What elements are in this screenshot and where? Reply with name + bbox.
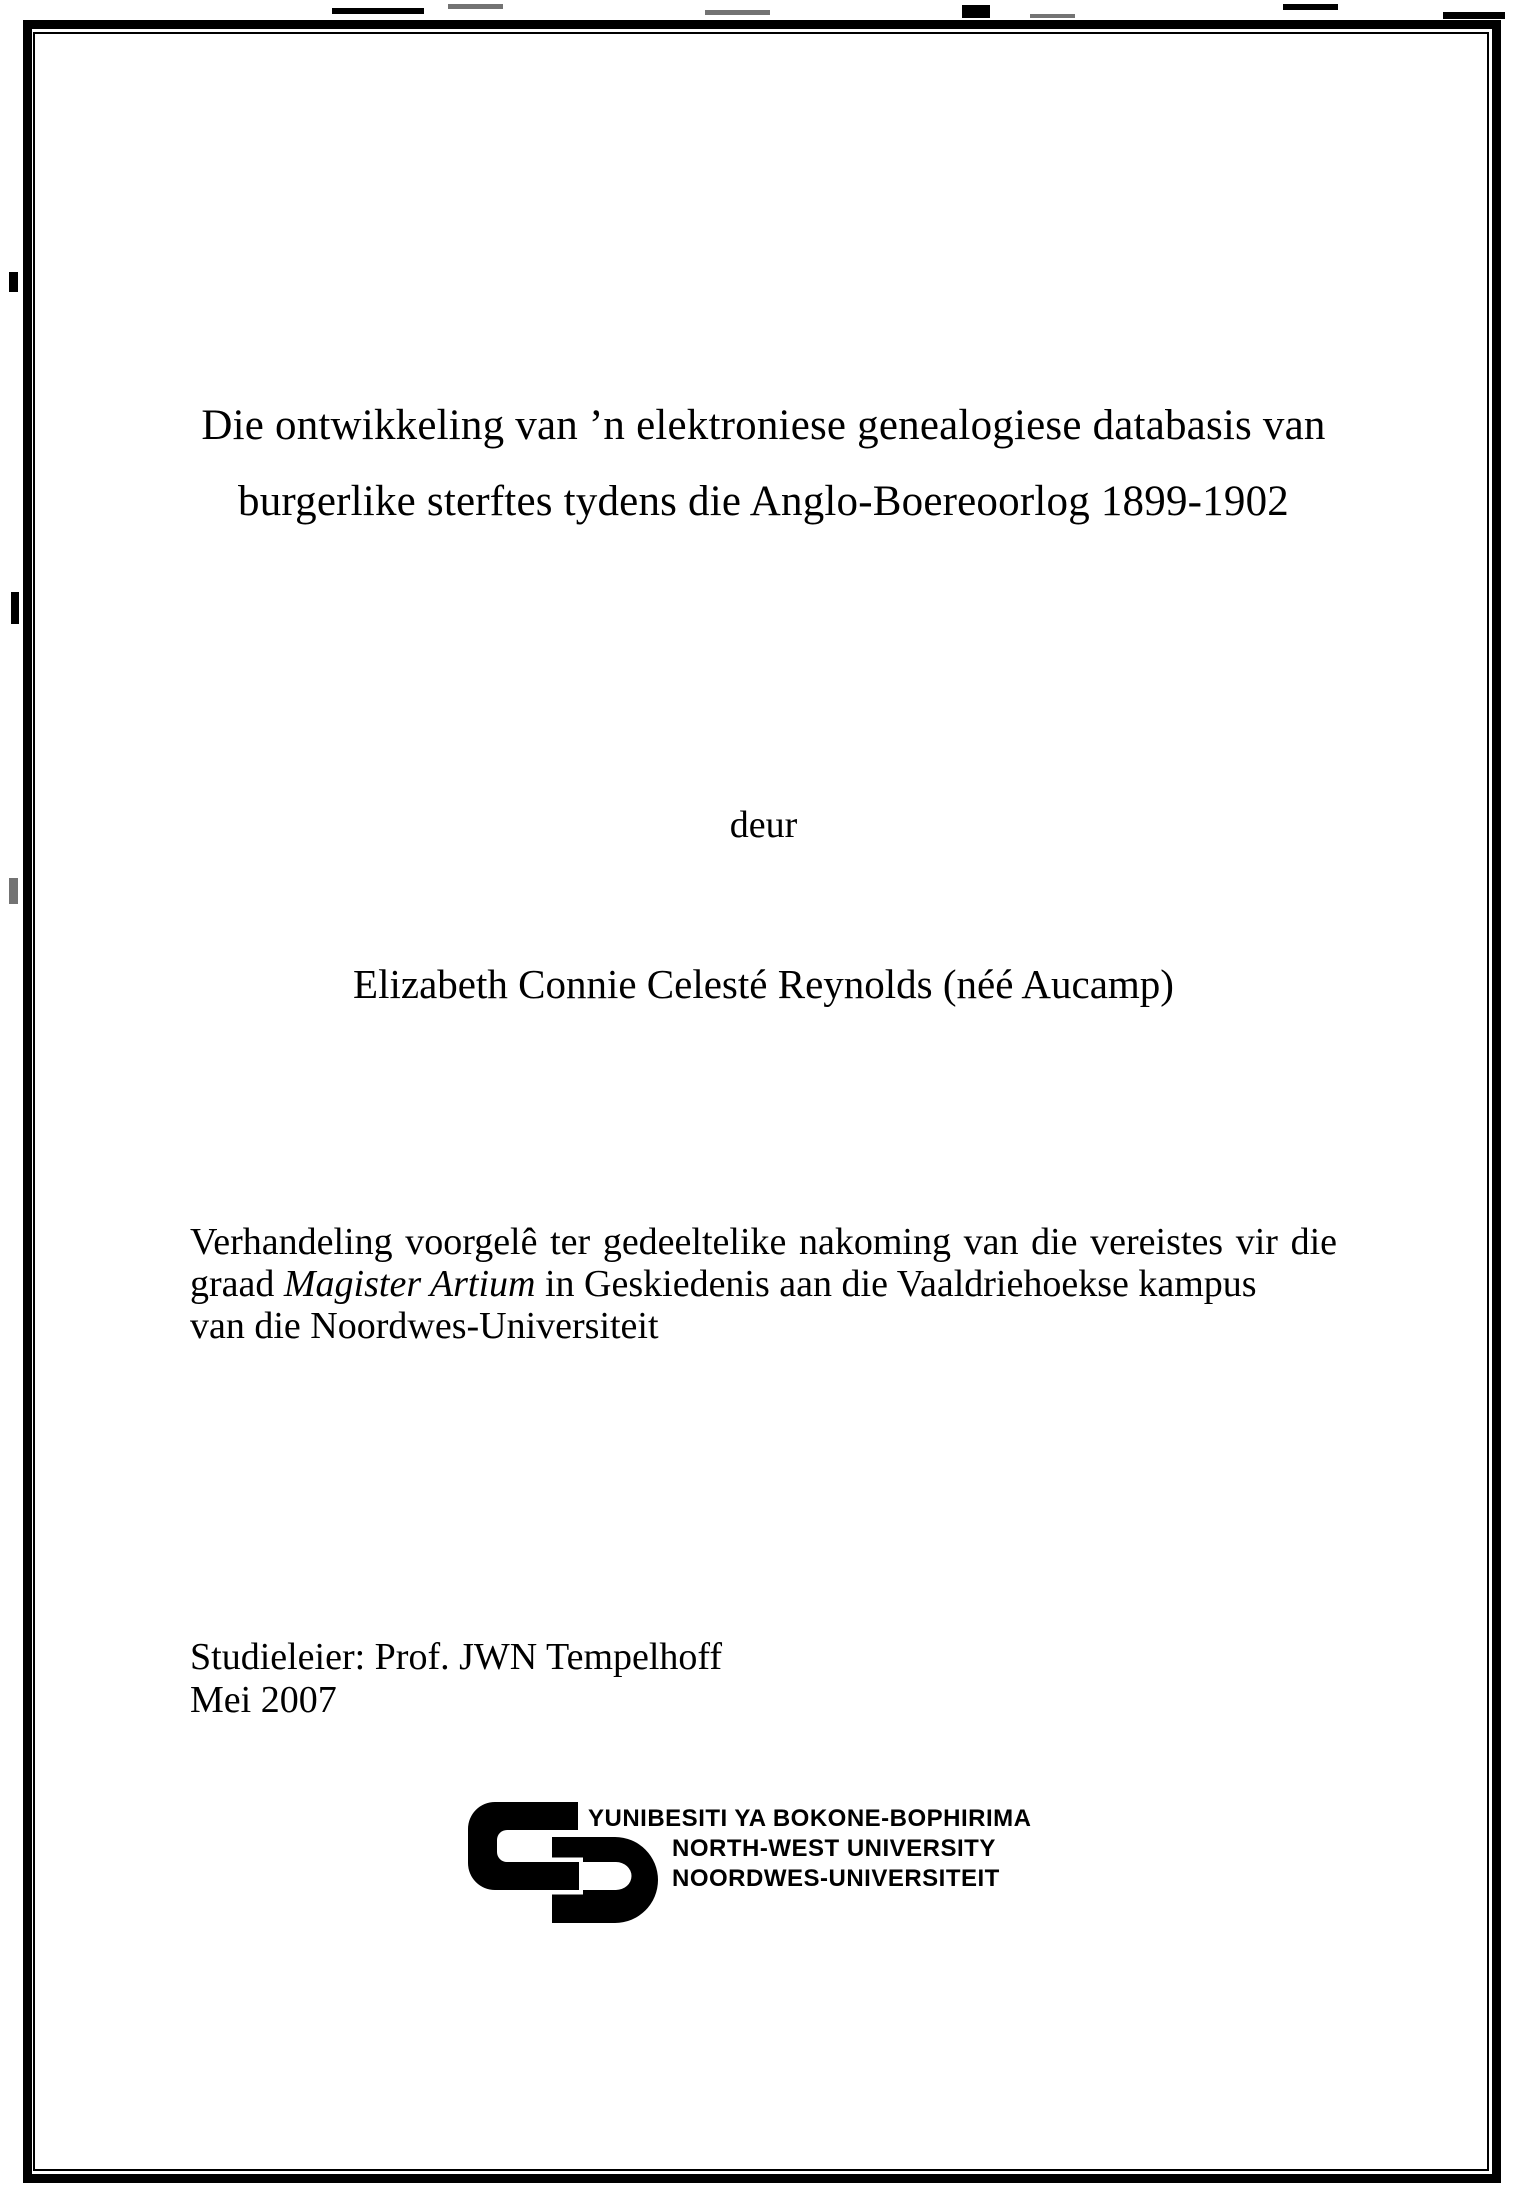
- thesis-title-line1: Die ontwikkeling van ’n elektroniese genealogiese databasis van: [201, 402, 1326, 449]
- thesis-title-line2: burgerlike sterftes tydens die Anglo-Boereoorlog 1899-1902: [238, 478, 1289, 525]
- scan-artifact: [448, 4, 503, 9]
- scan-artifact: [1443, 12, 1505, 19]
- scan-artifact: [332, 8, 424, 14]
- university-name-english: NORTH-WEST UNIVERSITY: [672, 1835, 996, 1862]
- thesis-title: [190, 388, 1337, 540]
- byline: deur: [729, 804, 798, 846]
- degree-statement: [190, 1221, 1337, 1347]
- scan-artifact: [9, 878, 18, 904]
- scan-artifact: [1283, 4, 1338, 10]
- university-name-setswana: YUNIBESITI YA BOKONE-BOPHIRIMA: [588, 1805, 1032, 1832]
- supervisor-line: Studieleier: Prof. JWN Tempelhoff: [190, 1636, 723, 1678]
- scan-artifact: [962, 5, 990, 18]
- scan-artifact: [705, 10, 770, 15]
- author-name: Elizabeth Connie Celesté Reynolds (néé Aucamp): [353, 961, 1174, 1007]
- university-name-afrikaans: NOORDWES-UNIVERSITEIT: [672, 1865, 1000, 1892]
- degree-name: Magister Artium: [283, 1263, 536, 1305]
- scan-artifact: [9, 272, 18, 292]
- university-wordmark: [588, 1804, 1032, 1894]
- scan-artifact: [11, 592, 19, 624]
- degree-statement-line2: [190, 1263, 1337, 1305]
- scan-artifact: [1030, 14, 1075, 18]
- degree-statement-line3: van die Noordwes-Universiteit: [190, 1305, 659, 1347]
- date-line: Mei 2007: [190, 1679, 337, 1721]
- degree-statement-line2-suffix: in Geskiedenis aan die Vaaldriehoekse kampus: [535, 1263, 1257, 1305]
- degree-statement-line2-prefix: graad: [190, 1263, 284, 1305]
- degree-statement-line1: Verhandeling voorgelê ter gedeeltelike nakoming van die vereistes vir die: [190, 1221, 1337, 1263]
- supervisor-block: [190, 1636, 1090, 1722]
